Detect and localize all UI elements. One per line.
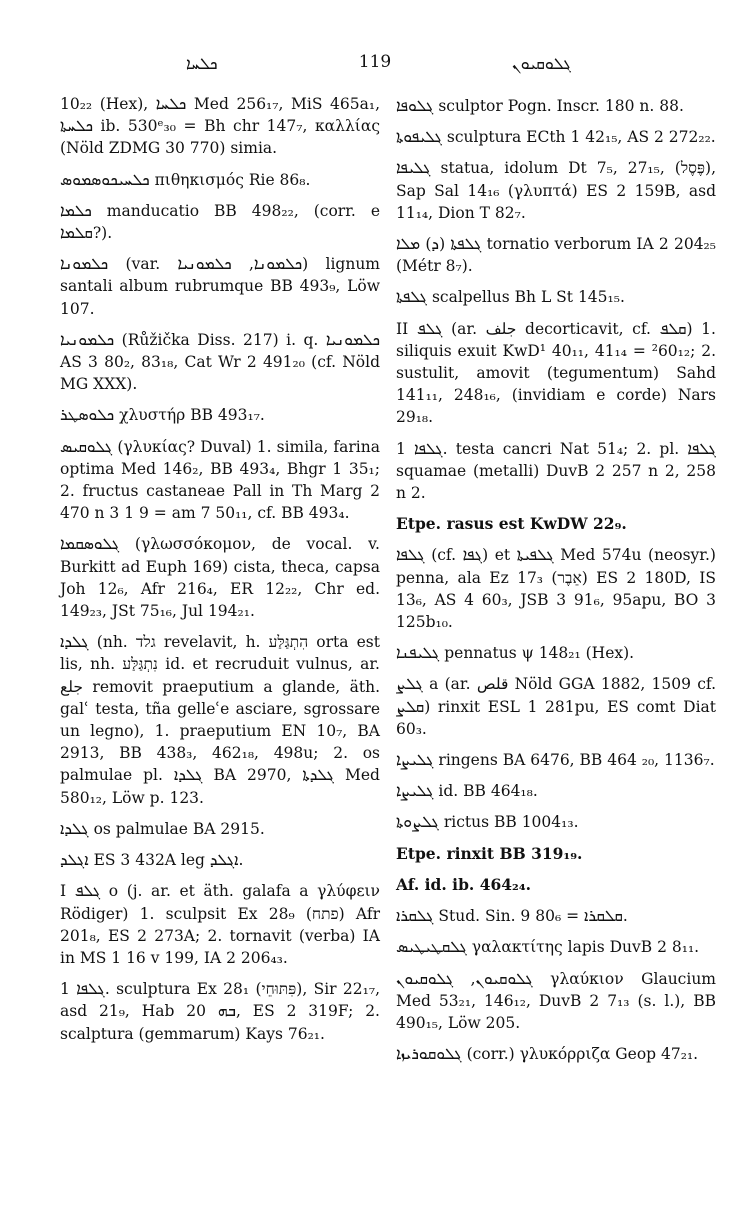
dictionary-entry: ܓܠܨܘܬܐ rictus BB 1004₁₃. — [396, 813, 579, 832]
dictionary-entry: ܟܠܡܘܢܝܐ (Růžička Diss. 217) i. q. ܟܠܡܘܢܝܐ AS 3 80₂, 83₁₈, Cat Wr 2 491₂₀ (cf. Nöld MG XXX). — [60, 330, 380, 394]
dictionary-entry: ܟܠܘܣܛܪ χλυστήρ BB 493₁₇. — [60, 406, 265, 425]
dictionary-entry: ܓܠܘܦܐ sculptor Pogn. Inscr. 180 n. 88. — [396, 97, 684, 115]
right-column — [396, 95, 716, 1074]
page-number: 119 — [358, 52, 392, 72]
dictionary-entry: Etpe. rinxit BB 319₁₉. — [396, 843, 583, 863]
dictionary-entry: ܓܠܘܩܝܘܢ, ܓܠܘܩܝܘܢ γλαύκιον Glaucium Med 53₂₁, 146₁₂, DuvB 2 7₁₃ (s. l.), BB 490₁₅, Löw 205. — [396, 969, 716, 1032]
dictionary-entry: ܓܠܝܨܐ id. BB 464₁₈. — [396, 782, 538, 801]
dictionary-entry: ܓܠܝܦܢܐ pennatus ψ 148₂₁ (Hex). — [396, 644, 635, 663]
dictionary-entry: Etpe. rasus est KwDW 22₉. — [396, 514, 627, 534]
dictionary-entry: ܟܠܡܘܢܐ (var. ܟܠܡܘܢܐ, ܟܠܡܘܢܝܐ) lignum santali album rubrumque BB 493₉, Löw 107. — [60, 255, 380, 318]
dictionary-entry: ܓܠܦܬܐ (ܕ) ܡܠܐ tornatio verborum IA 2 204₂₅ (Métr 8₇). — [396, 235, 716, 276]
dictionary-entry: ܓܠܦܐ (cf. ܓܦܐ) et ܓܠܦܝܬܐ Med 574u (neosyr.) penna, ala Ez 17₃ (אֵבֶר) ES 2 180D, IS 13₆, AS 4 60₃, JSB 3 91₆, 95apu, BO 3 125b₁₀. — [396, 546, 716, 632]
dictionary-entry: ܐܓܠܕ ES 3 432A leg ܐܓܠܕ. — [60, 851, 244, 870]
dictionary-entry: ܓܠܩܛܝܛܝܣ γαλακτίτης lapis DuvB 2 8₁₁. — [396, 938, 700, 957]
dictionary-entry: ܓܠܘܩܝܣ (γλυκίας? Duval) 1. simila, farina optima Med 146₂, BB 493₄, Bhgr 1 35₁; 2. fructus castaneae Pall in Th Marg 2 470 n 3 1 9 = am 7 50₁₁, cf. BB 493₄. — [60, 437, 380, 523]
left-column — [60, 95, 380, 1054]
dictionary-entry: Af. id. ib. 464₂₄. — [396, 874, 532, 894]
dictionary-entry: ܓܠܨ a (ar. قلص Nöld GGA 1882, 1509 cf. ܩܠܨ) rinxit ESL 1 281pu, ES comt Diat 60₃. — [396, 675, 716, 738]
running-head-left: ܟܠܚܐ — [186, 54, 218, 73]
dictionary-entry: ܓܠܦܬܐ scalpellus Bh L St 145₁₅. — [396, 288, 625, 307]
dictionary-entry: ܓܠܘܣܩܡܐ (γλωσσόκομον, de vocal. v. Burkitt ad Euph 169) cista, theca, capsa Joh 12₆, Afr 216₄, ER 12₂₂, Chr ed. 149₂₃, JSt 75₁₆, Jul 194₂₁. — [60, 535, 380, 621]
dictionary-entry: ܓܠܘܩܘܪܝܙܐ (corr.) γλυκόρριζα Geop 47₂₁. — [396, 1045, 699, 1064]
dictionary-entry: I ܓܠܦ o (j. ar. et äth. galafa a γλύφειν Rödiger) 1. sculpsit Ex 28₉ (פתח) Afr 201₈, ES 2 273A; 2. tornavit (verba) IA in MS 1 16 v 199, IA 2 206₄₃. — [60, 882, 380, 967]
dictionary-entry: ܓܠܦܐ 1. testa cancri Nat 51₄; 2. pl. ܓܠܦܐ squamae (metalli) DuvB 2 257 n 2, 258 n 2. — [396, 439, 716, 503]
dictionary-entry: ܓܠܦܐ 1. sculptura Ex 28₁ (פִּתּוּחֵי), Sir 22₁₇, asd 21₉, Hab ܒܗ 20, ES 2 319F; 2. scalptura (gemmarum) Kays 76₂₁. — [60, 980, 380, 1043]
dictionary-entry: ܓܠܕܐ os palmulae BA 2915. — [60, 819, 265, 838]
dictionary-entry: ܓܠܩܪܐ Stud. Sin. 9 80₆ = ܩܠܩܪܐ. — [396, 907, 628, 926]
dictionary-entry: ܓܠܕܐ (nh. גלד revelavit, h. הִתְגַּלַּע orta est lis, nh. נִתְגַּלַּע id. et recruduit vulnus, ar. جلع removit praeputium a glande, äth. galʿ testa, tña gelleʿe asciare, sgrossare un legno), 1. praeputium EN 10₇, BA 2913, BB 438₃, 462₁₈, 498u; 2. os palmulae pl. ܓܠܕܐ BA 2970, ܓܠܕܬܐ Med 580₁₂, Löw p. 123. — [60, 633, 380, 807]
running-head-right: ܓܠܘܩܝܘܢ — [512, 54, 572, 73]
dictionary-entry: ܓܠܝܦܘܬܐ sculptura ECth 1 42₁₅, AS 2 272₂₂. — [396, 128, 716, 147]
dictionary-entry: ܟܠܚܝܟܘܣܡܘܣ πιθηκισμός Rie 86₈. — [60, 170, 311, 189]
dictionary-entry: ܟܠܡܐ manducatio BB 498₂₂, (corr. e ܩܠܡܐ?). — [60, 201, 380, 243]
dictionary-entry: II ܓܠܦ (ar. جلف decorticavit, cf. ܩܠܦ) 1. siliquis exuit KwD¹ 40₁₁, 41₁₄ = ²60₁₂; 2. sustulit, amovit (tegumentum) Sahd 141₁₁, 248₁₆, (invidiam e corde) Nars 29₁₈. — [396, 319, 716, 427]
page-header — [0, 52, 750, 78]
dictionary-entry: 10₂₂ (Hex), ܟܠܚܐ Med 256₁₇, MiS 465a₁, ܟܠܚܬܐ ib. 530ᵉ₃₀ = Bh chr 147₇, καλλίας (Nöld ZDMG 30 770) simia. — [60, 95, 380, 158]
dictionary-entry: ܓܠܝܦܐ statua, idolum Dt 7₅, 27₁₅, (פֶּסֶל), Sap Sal 14₁₆ (γλυπτά) ES 2 159B, asd 11₁₄, Dion T 82₇. — [396, 159, 716, 222]
dictionary-entry: ܓܠܝܨܐ ringens BA 6476, BB 464 ₂₀, 1136₇. — [396, 751, 715, 770]
